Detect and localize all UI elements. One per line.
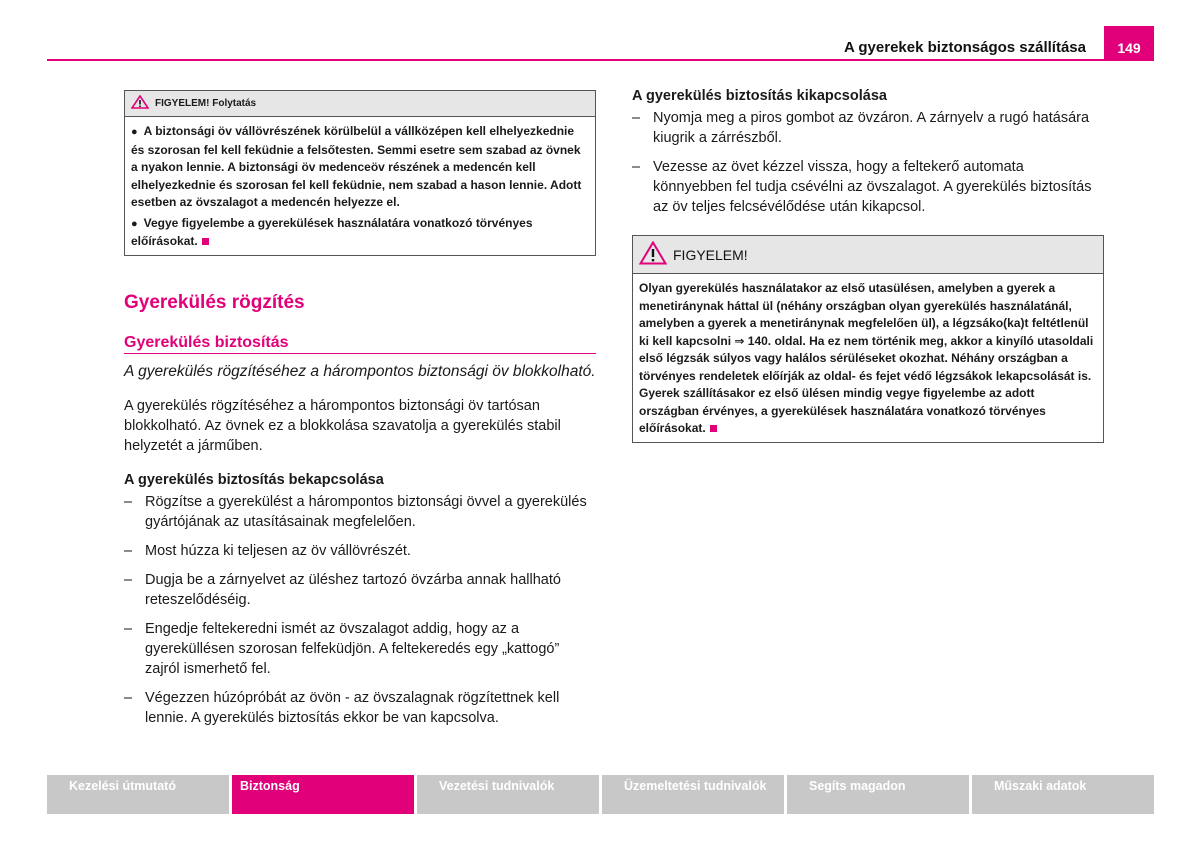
page-header-title: A gyerekek biztonságos szállítása	[843, 39, 1086, 56]
warning-text	[639, 280, 1097, 438]
warning-bullet	[131, 123, 589, 212]
bullet-icon: ●	[131, 126, 138, 138]
step-text: Nyomja meg a piros gombot az övzáron. A zárnyelv a rugó hatására kiugrik a zárrészből.	[653, 110, 1090, 146]
warning-text-content: Olyan gyerekülés használatakor az első utasülésen, amelyben a gyerek a menetiránynak háttal ül (néhány országban olyan gyerekülés használatánál, amelyben a gyerek a menetiránynak megfelelően ül), a légzsáko(ka)t feltétlenül ki kell kapcsolni ⇒ 140. oldal. Ha ez nem történik meg, akkor a kinyíló utasoldali első légzsák súlyos vagy halálos sérüléseket okozhat. Néhány országban a törvényes rendeletek előírják az oldal- és fejet védő légzsákok lekapcsolását is. Gyerek szállításakor ez első ülésen mindig vegye figyelembe az adott országban érvényes, a gyerekülések használatára vonatkozó törvényes előírásokat.	[639, 281, 1094, 435]
step-text: Most húzza ki teljesen az öv vállövrészét.	[145, 542, 411, 559]
warning-box-heading: FIGYELEM! Folytatás	[155, 98, 257, 109]
bullet-icon: ●	[131, 217, 138, 230]
body-paragraph: A gyerekülés rögzítéséhez a hárompontos biztonsági öv tartósan blokkolható. Az övnek ez a blokkolása szavatolja a gyerekülés stabil helyzetét a járműben.	[124, 397, 561, 454]
warning-box-body	[633, 274, 1103, 442]
step-text: Rögzítse a gyerekülést a hárompontos biztonsági övvel a gyerekülés gyártójának az utasításainak megfelelően.	[145, 493, 587, 530]
tab-kezelesi-utmutato[interactable]: Kezelési útmutató	[47, 775, 229, 814]
header-divider	[47, 59, 1154, 61]
tab-vezetesi-tudnivalok[interactable]: Vezetési tudnivalók	[417, 775, 599, 814]
warning-triangle-icon	[639, 241, 667, 268]
warning-box-header	[633, 236, 1103, 274]
step-text: Végezzen húzópróbát az övön - az övszalagnak rögzítettnek kell lennie. A gyerekülés biztosítás ekkor be van kapcsolva.	[145, 689, 560, 726]
warning-bullet-text: A biztonsági öv vállövrészének körülbelül a vállközépen kell elhelyezkednie és szorosan fel kell feküdnie a felsőtesten. Semmi esetre sem szabad az övnek a nyakon lennie. A biztonsági öv medenceöv részének a medencén kell elhelyezkednie és szorosan fel kell feküdnie, nem szabad a hason lennie. Adott esetben az övszalagot a medencén helyezze el.	[131, 124, 582, 209]
list-item: – Vezesse az övet kézzel vissza, hogy a feltekerő automata könnyebben fel tudja csévélni az övszalagot. A gyerekülés biztosítás az öv teljes felcsévélődése után kikapcsol.	[632, 159, 1092, 215]
tab-biztonsag[interactable]: Biztonság	[232, 775, 414, 814]
tab-muszaki-adatok[interactable]: Műszaki adatok	[972, 775, 1154, 814]
warning-box-heading: FIGYELEM!	[673, 246, 748, 263]
step-text: Engedje feltekeredni ismét az övszalagot addig, hogy az a gyereküllésen szorosan felfeküdjön. A feltekeredés egy „kattogó” zajról ismerhető fel.	[145, 620, 560, 677]
step-text: Vezesse az övet kézzel vissza, hogy a feltekerő automata könnyebben fel tudja csévélni az övszalagot. A gyerekülés biztosítás az öv teljes felcsévélődése után kikapcsol.	[653, 159, 1092, 215]
subsection-title: Gyerekülés biztosítás	[124, 334, 596, 354]
page-number: 149	[1104, 26, 1154, 60]
warning-box	[632, 235, 1104, 443]
end-mark-icon	[202, 238, 209, 245]
intro-text: A gyerekülés rögzítéséhez a hárompontos biztonsági öv blokkolható.	[124, 362, 596, 380]
warning-bullet-text: Vegye figyelembe a gyerekülések használatára vonatkozó törvényes előírásokat.	[131, 215, 533, 248]
list-item: – Dugja be a zárnyelvet az üléshez tartozó övzárba annak hallható reteszelődéséig.	[124, 571, 561, 608]
deactivate-steps-list	[632, 108, 1104, 217]
end-mark-icon	[710, 425, 717, 432]
warning-bullet	[131, 215, 589, 251]
left-column	[124, 90, 596, 737]
warning-box-header	[125, 91, 595, 117]
right-column	[632, 88, 1104, 443]
list-item: – Engedje feltekeredni ismét az övszalagot addig, hogy az a gyereküllésen szorosan felfeküdjön. A feltekeredés egy „kattogó” zajról ismerhető fel.	[124, 620, 560, 677]
activate-heading: A gyerekülés biztosítás bekapcsolása	[124, 471, 384, 488]
list-item: – Most húzza ki teljesen az öv vállövrészét.	[124, 542, 411, 559]
warning-box-body	[125, 117, 595, 255]
warning-box-continued	[124, 90, 596, 256]
list-item: – Végezzen húzópróbát az övön - az övszalagnak rögzítettnek kell lennie. A gyerekülés biztosítás ekkor be van kapcsolva.	[124, 689, 560, 726]
section-title: Gyerekülés rögzítés	[124, 291, 305, 313]
footer-navigation	[47, 775, 1154, 814]
list-item: – Rögzítse a gyerekülést a hárompontos biztonsági övvel a gyerekülés gyártójának az utasításainak megfelelően.	[124, 493, 587, 530]
step-text: Dugja be a zárnyelvet az üléshez tartozó övzárba annak hallható reteszelődéséig.	[145, 571, 561, 608]
tab-uzemeltetesi-tudnivalok[interactable]: Üzemeltetési tudnivalók	[602, 775, 784, 814]
activate-steps-list	[124, 492, 596, 728]
deactivate-heading: A gyerekülés biztosítás kikapcsolása	[632, 88, 887, 104]
list-item: – Nyomja meg a piros gombot az övzáron. A zárnyelv a rugó hatására kiugrik a zárrészből.	[632, 110, 1090, 146]
tab-segits-magadon[interactable]: Segíts magadon	[787, 775, 969, 814]
warning-triangle-icon	[131, 95, 149, 112]
